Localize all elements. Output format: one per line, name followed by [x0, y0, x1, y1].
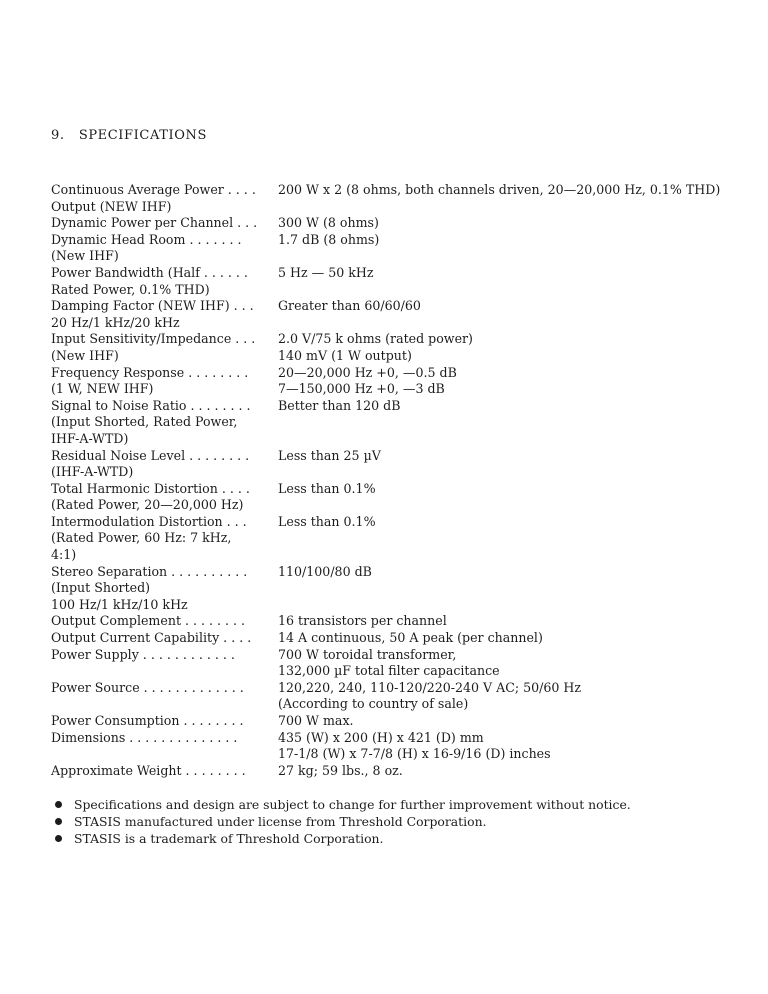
spec-value-line: 17-1/8 (W) x 7-7/8 (H) x 16-9/16 (D) inches	[278, 746, 551, 762]
spec-value	[278, 680, 761, 713]
spec-value	[278, 265, 761, 298]
spec-value	[278, 613, 761, 630]
spec-value-line: 435 (W) x 200 (H) x 421 (D) mm	[278, 729, 484, 745]
spec-value	[278, 481, 761, 514]
spec-label	[51, 647, 278, 680]
spec-label-line: Output (NEW IHF)	[51, 198, 172, 214]
spec-value	[278, 448, 761, 481]
spec-label	[51, 680, 278, 713]
spec-label-line: Signal to Noise Ratio . . . . . . . .	[51, 397, 251, 413]
spec-row	[51, 713, 761, 730]
spec-value-line: 300 W (8 ohms)	[278, 215, 379, 231]
spec-value-line: 120,220, 240, 110-120/220-240 V AC; 50/60 Hz	[278, 679, 582, 695]
spec-value-line: 200 W x 2 (8 ohms, both channels driven, 20—20,000 Hz, 0.1% THD)	[278, 182, 721, 197]
spec-label-line: Output Current Capability . . . .	[51, 630, 252, 646]
spec-label-line: 100 Hz/1 kHz/10 kHz	[51, 596, 188, 612]
spec-label-line: (New IHF)	[51, 248, 119, 264]
spec-label-line: Input Sensitivity/Impedance . . .	[51, 331, 256, 347]
spec-label	[51, 331, 278, 364]
section-title: SPECIFICATIONS	[78, 128, 207, 143]
spec-label-line: Stereo Separation . . . . . . . . . .	[51, 563, 248, 579]
spec-label	[51, 232, 278, 265]
note-text: Specifications and design are subject to change for further improvement without notice.	[74, 797, 631, 812]
specifications-table	[51, 182, 761, 779]
spec-value	[278, 630, 761, 647]
spec-value-line: 2.0 V/75 k ohms (rated power)	[278, 331, 473, 347]
spec-value	[278, 331, 761, 364]
bullet-icon	[55, 835, 62, 842]
section-number: 9.	[51, 128, 65, 143]
spec-value-line: 140 mV (1 W output)	[278, 347, 412, 363]
note-text: STASIS manufactured under license from Threshold Corporation.	[74, 814, 487, 829]
spec-label-line: (IHF-A-WTD)	[51, 464, 134, 480]
spec-row	[51, 365, 761, 398]
spec-value-line: Better than 120 dB	[278, 397, 401, 413]
spec-label	[51, 713, 278, 730]
spec-row	[51, 730, 761, 763]
spec-label-line: 20 Hz/1 kHz/20 kHz	[51, 314, 180, 330]
spec-row	[51, 680, 761, 713]
spec-row	[51, 398, 761, 448]
spec-row	[51, 448, 761, 481]
spec-label-line: Power Bandwidth (Half . . . . . .	[51, 264, 248, 280]
spec-value-line: 14 A continuous, 50 A peak (per channel)	[278, 630, 543, 646]
note-item	[51, 796, 751, 813]
note-text: STASIS is a trademark of Threshold Corporation.	[74, 831, 384, 846]
spec-label-line: Power Consumption . . . . . . . .	[51, 713, 244, 728]
spec-row	[51, 265, 761, 298]
spec-label-line: IHF-A-WTD)	[51, 430, 129, 446]
spec-label-line: Damping Factor (NEW IHF) . . .	[51, 298, 254, 314]
spec-label-line: Dynamic Power per Channel . . .	[51, 215, 258, 231]
spec-label-line: Approximate Weight . . . . . . . .	[51, 762, 246, 778]
spec-row	[51, 613, 761, 630]
bullet-icon	[55, 818, 62, 825]
spec-label-line: Continuous Average Power . . . .	[51, 182, 256, 197]
spec-label-line: Dynamic Head Room . . . . . . .	[51, 231, 242, 247]
spec-value	[278, 763, 761, 780]
spec-value-line: 110/100/80 dB	[278, 563, 372, 579]
spec-value	[278, 713, 761, 730]
spec-value-line: Less than 0.1%	[278, 513, 376, 529]
spec-label	[51, 398, 278, 448]
spec-label-line: (New IHF)	[51, 347, 119, 363]
spec-value-line: 20—20,000 Hz +0, —0.5 dB	[278, 364, 457, 380]
spec-label-line: (Rated Power, 20—20,000 Hz)	[51, 497, 244, 513]
spec-label	[51, 448, 278, 481]
spec-label-line: Dimensions . . . . . . . . . . . . . .	[51, 729, 238, 745]
spec-value	[278, 398, 761, 448]
spec-value-line: Less than 25 µV	[278, 447, 381, 463]
spec-value	[278, 647, 761, 680]
spec-value	[278, 365, 761, 398]
spec-label	[51, 265, 278, 298]
spec-value-line: 132,000 µF total filter capacitance	[278, 663, 500, 679]
spec-value	[278, 564, 761, 614]
spec-value	[278, 730, 761, 763]
spec-label-line: (1 W, NEW IHF)	[51, 381, 154, 397]
section-heading	[51, 128, 207, 143]
spec-value	[278, 298, 761, 331]
spec-row	[51, 298, 761, 331]
spec-row	[51, 514, 761, 564]
spec-value-line: 16 transistors per channel	[278, 613, 447, 629]
spec-value-line: 7—150,000 Hz +0, —3 dB	[278, 381, 445, 397]
spec-value	[278, 182, 761, 215]
spec-label-line: Power Supply . . . . . . . . . . . .	[51, 646, 235, 662]
spec-value	[278, 514, 761, 564]
note-item	[51, 830, 751, 847]
spec-row	[51, 630, 761, 647]
spec-label-line: Frequency Response . . . . . . . .	[51, 364, 249, 380]
spec-value	[278, 232, 761, 265]
spec-row	[51, 763, 761, 780]
spec-label-line: (Rated Power, 60 Hz: 7 kHz,	[51, 530, 232, 546]
spec-row	[51, 232, 761, 265]
spec-label	[51, 182, 278, 215]
spec-label	[51, 613, 278, 630]
spec-row	[51, 647, 761, 680]
spec-row	[51, 182, 761, 215]
spec-value-line: 1.7 dB (8 ohms)	[278, 231, 380, 247]
spec-value-line: 5 Hz — 50 kHz	[278, 264, 374, 280]
spec-label-line: (Input Shorted)	[51, 580, 151, 596]
spec-label	[51, 730, 278, 763]
spec-row	[51, 331, 761, 364]
spec-label	[51, 365, 278, 398]
spec-label-line: Power Source . . . . . . . . . . . . .	[51, 679, 244, 695]
spec-value-line: 27 kg; 59 lbs., 8 oz.	[278, 762, 403, 778]
spec-value-line: Greater than 60/60/60	[278, 298, 421, 314]
spec-label-line: Intermodulation Distortion . . .	[51, 513, 247, 529]
spec-label	[51, 298, 278, 331]
spec-label	[51, 630, 278, 647]
spec-label-line: Output Complement . . . . . . . .	[51, 613, 246, 629]
spec-label	[51, 763, 278, 780]
spec-label-line: Rated Power, 0.1% THD)	[51, 281, 210, 297]
spec-label	[51, 215, 278, 232]
spec-row	[51, 564, 761, 614]
spec-label	[51, 514, 278, 564]
spec-value	[278, 215, 761, 232]
spec-label-line: 4:1)	[51, 547, 77, 563]
bullet-icon	[55, 801, 62, 808]
spec-label-line: (Input Shorted, Rated Power,	[51, 414, 238, 430]
spec-value-line: (According to country of sale)	[278, 696, 469, 712]
spec-row	[51, 481, 761, 514]
note-item	[51, 813, 751, 830]
spec-value-line: 700 W max.	[278, 713, 354, 728]
spec-label	[51, 564, 278, 614]
spec-label-line: Residual Noise Level . . . . . . . .	[51, 447, 250, 463]
spec-value-line: Less than 0.1%	[278, 480, 376, 496]
notes-list	[51, 796, 751, 847]
spec-label-line: Total Harmonic Distortion . . . .	[51, 480, 250, 496]
spec-row	[51, 215, 761, 232]
spec-value-line: 700 W toroidal transformer,	[278, 646, 457, 662]
spec-label	[51, 481, 278, 514]
